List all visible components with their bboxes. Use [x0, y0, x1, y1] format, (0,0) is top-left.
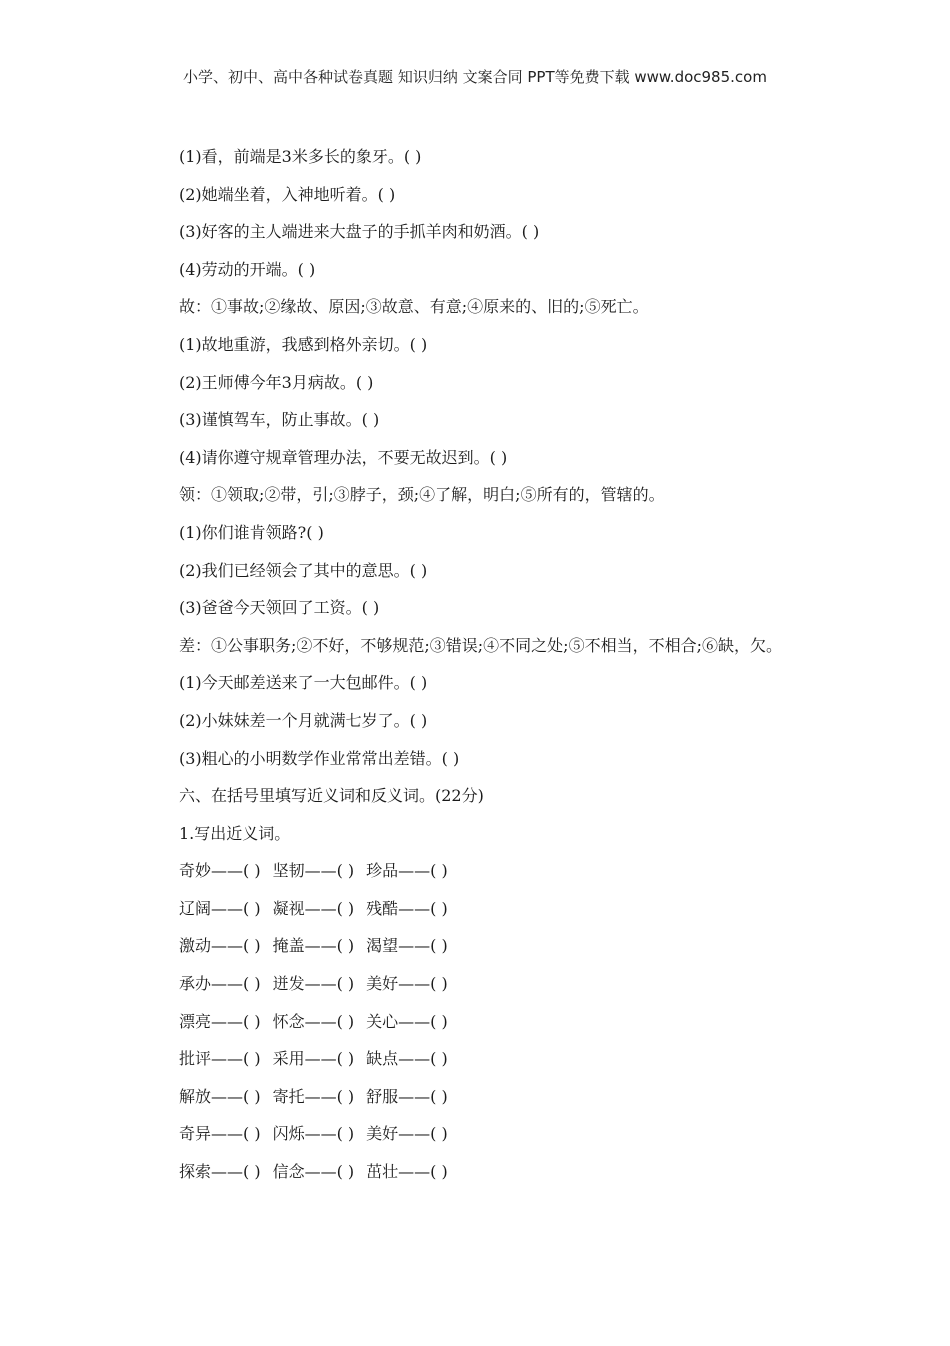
synonym-item: 奇异——( )	[179, 1124, 261, 1144]
synonym-row	[147, 1046, 817, 1084]
synonym-item: 珍品——( )	[366, 861, 448, 881]
synonym-item: 承办——( )	[179, 974, 261, 994]
text-line: (2)王师傅今年3月病故。( )	[179, 372, 374, 392]
text-line: (3)谨慎驾车，防止事故。( )	[179, 410, 380, 430]
definition-paragraph: 差：①公事职务;②不好，不够规范;③错误;④不同之处;⑤不相当，不相合;⑥缺，欠。	[179, 635, 782, 655]
section-heading: 六、在括号里填写近义词和反义词。(22分)	[179, 786, 484, 806]
page-header: 小学、初中、高中各种试卷真题 知识归纳 文案合同 PPT等免费下载 www.doc985.com	[183, 68, 767, 86]
synonym-item: 残酷——( )	[366, 898, 448, 918]
synonym-item: 寄托——( )	[272, 1086, 355, 1106]
synonym-item: 美好——( )	[366, 974, 448, 994]
synonym-item: 茁壮——( )	[366, 1162, 448, 1182]
text-line: (2)她端坐着，入神地听着。( )	[179, 184, 396, 204]
text-line: (3)好客的主人端进来大盘子的手抓羊肉和奶酒。( )	[179, 222, 540, 242]
synonym-item: 美好——( )	[366, 1124, 448, 1144]
synonym-item: 探索——( )	[179, 1162, 261, 1182]
synonym-item: 迸发——( )	[272, 974, 355, 994]
text-line: (1)你们谁肯领路?( )	[179, 522, 324, 542]
synonym-item: 坚韧——( )	[272, 861, 355, 881]
synonym-row	[147, 933, 817, 971]
synonym-item: 缺点——( )	[366, 1049, 448, 1069]
synonym-row	[147, 858, 817, 896]
synonym-item: 关心——( )	[366, 1011, 448, 1031]
synonym-item: 辽阔——( )	[179, 898, 261, 918]
synonym-item: 漂亮——( )	[179, 1011, 261, 1031]
document-body	[147, 144, 817, 1197]
text-line: (2)小妹妹差一个月就满七岁了。( )	[179, 710, 428, 730]
text-line: (1)今天邮差送来了一大包邮件。( )	[179, 673, 428, 693]
synonym-row	[147, 1121, 817, 1159]
synonym-item: 批评——( )	[179, 1049, 261, 1069]
synonym-row	[147, 1084, 817, 1122]
subsection-heading: 1.写出近义词。	[179, 823, 291, 843]
synonym-item: 激动——( )	[179, 936, 261, 956]
synonym-row	[147, 896, 817, 934]
synonym-item: 采用——( )	[272, 1049, 355, 1069]
synonym-row	[147, 1009, 817, 1047]
text-line: (4)请你遵守规章管理办法，不要无故迟到。( )	[179, 447, 508, 467]
synonym-row	[147, 971, 817, 1009]
synonym-item: 怀念——( )	[272, 1011, 355, 1031]
synonym-item: 解放——( )	[179, 1086, 261, 1106]
definition-line: 故：①事故;②缘故、原因;③故意、有意;④原来的、旧的;⑤死亡。	[179, 297, 649, 317]
text-line: (2)我们已经领会了其中的意思。( )	[179, 560, 428, 580]
synonym-item: 闪烁——( )	[272, 1124, 355, 1144]
text-line: (3)粗心的小明数学作业常常出差错。( )	[179, 748, 460, 768]
synonym-item: 渴望——( )	[366, 936, 448, 956]
synonym-item: 奇妙——( )	[179, 861, 261, 881]
synonym-item: 凝视——( )	[272, 898, 355, 918]
text-line: (3)爸爸今天领回了工资。( )	[179, 598, 380, 618]
text-line: (1)看，前端是3米多长的象牙。( )	[179, 147, 422, 166]
text-line: (1)故地重游，我感到格外亲切。( )	[179, 334, 428, 354]
synonym-item: 掩盖——( )	[272, 936, 355, 956]
synonym-item: 舒服——( )	[366, 1086, 448, 1106]
synonym-row	[147, 1159, 817, 1197]
text-line: (4)劳动的开端。( )	[179, 259, 316, 279]
definition-line: 领：①领取;②带，引;③脖子，颈;④了解，明白;⑤所有的，管辖的。	[179, 485, 665, 505]
synonym-item: 信念——( )	[272, 1162, 355, 1182]
